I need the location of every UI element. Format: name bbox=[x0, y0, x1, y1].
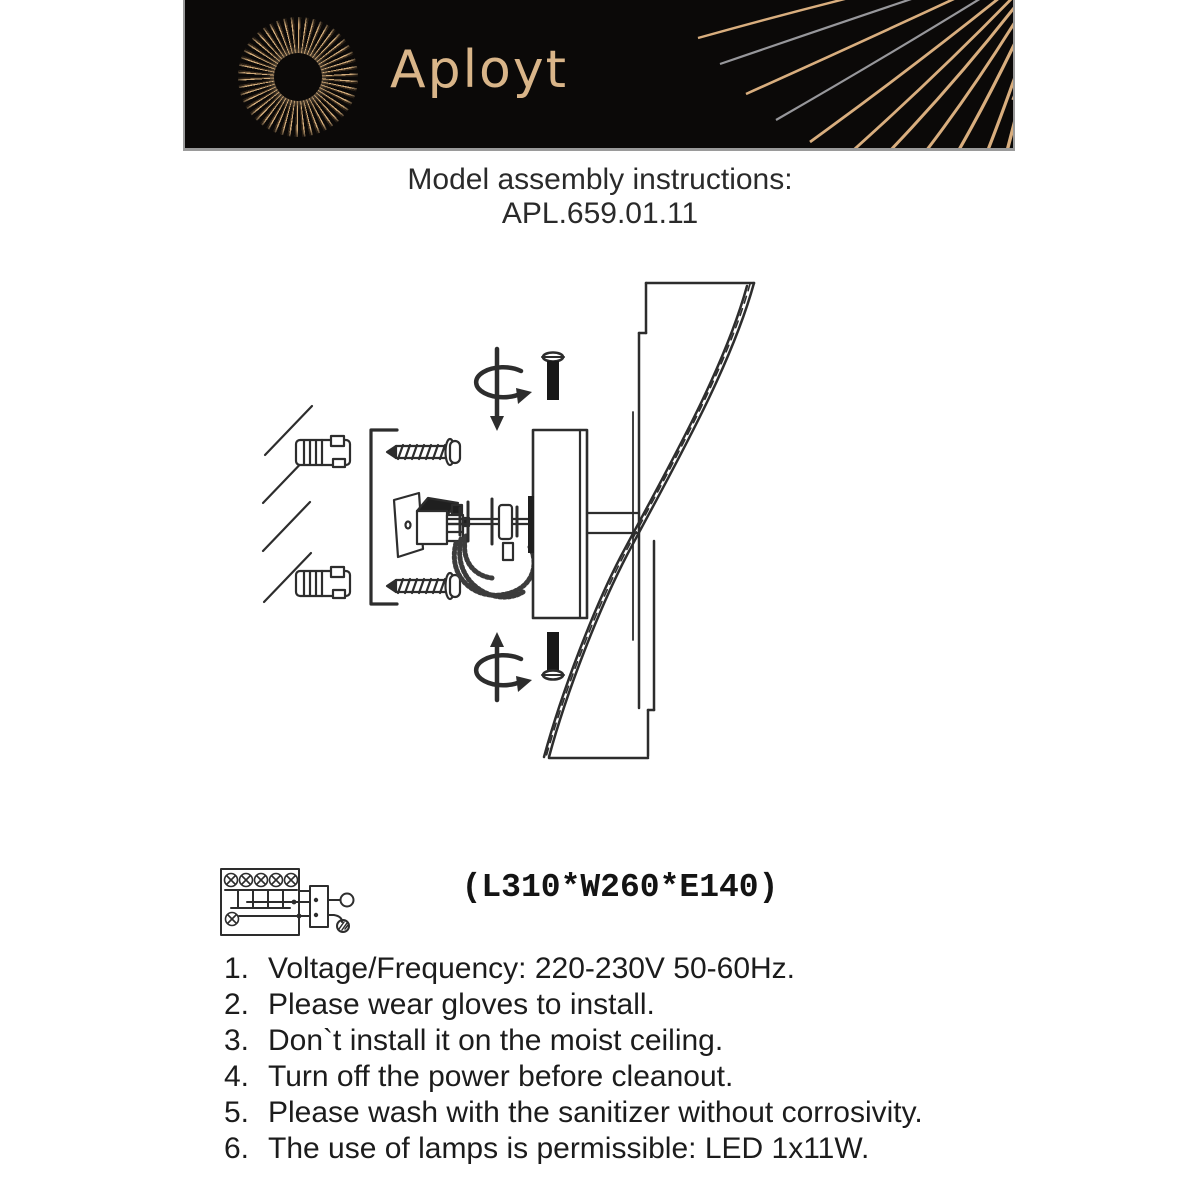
gold-rays-icon bbox=[673, 0, 1013, 148]
item-number: 5. bbox=[224, 1096, 250, 1129]
machine-screw-icon-top bbox=[542, 353, 564, 401]
list-item bbox=[224, 1095, 923, 1131]
canopy bbox=[528, 430, 587, 618]
list-item bbox=[224, 1059, 923, 1095]
machine-screw-icon-bottom bbox=[542, 632, 564, 680]
page-title: Model assembly instructions: bbox=[407, 163, 793, 196]
brand-header bbox=[183, 0, 1015, 151]
item-text: Please wear gloves to install. bbox=[268, 988, 655, 1021]
list-item bbox=[224, 987, 923, 1023]
instruction-list bbox=[224, 951, 923, 1167]
item-text: The use of lamps is permissible: LED 1x11W. bbox=[268, 1132, 870, 1165]
list-item bbox=[224, 951, 923, 987]
item-text: Please wash with the sanitizer without corrosivity. bbox=[268, 1096, 923, 1129]
mounting-screw-top bbox=[387, 439, 460, 465]
item-number: 4. bbox=[224, 1060, 250, 1093]
sunburst-logo-icon bbox=[238, 17, 358, 137]
brand-name: Aployt bbox=[390, 40, 569, 100]
ground-icon bbox=[337, 920, 349, 932]
wall-anchor-top bbox=[296, 436, 350, 467]
wall-anchor-bottom bbox=[296, 567, 350, 598]
rotate-axis-arrow-icon-bottom bbox=[476, 632, 532, 700]
item-text: Don`t install it on the moist ceiling. bbox=[268, 1024, 724, 1057]
mounting-screw-bottom bbox=[387, 573, 460, 599]
model-number: APL.659.01.11 bbox=[501, 197, 699, 230]
item-text: Voltage/Frequency: 220-230V 50-60Hz. bbox=[268, 952, 796, 985]
item-number: 6. bbox=[224, 1132, 250, 1165]
item-number: 2. bbox=[224, 988, 250, 1021]
item-number: 1. bbox=[224, 952, 250, 985]
item-text: Turn off the power before cleanout. bbox=[268, 1060, 734, 1093]
connecting-arm bbox=[587, 513, 639, 533]
list-item bbox=[224, 1131, 923, 1167]
dimensions-label: (L310*W260*E140) bbox=[461, 869, 779, 906]
assembly-diagram bbox=[180, 258, 1020, 958]
wires bbox=[454, 536, 534, 597]
rotate-axis-arrow-icon-top bbox=[476, 349, 532, 431]
list-item bbox=[224, 1023, 923, 1059]
item-number: 3. bbox=[224, 1024, 250, 1057]
